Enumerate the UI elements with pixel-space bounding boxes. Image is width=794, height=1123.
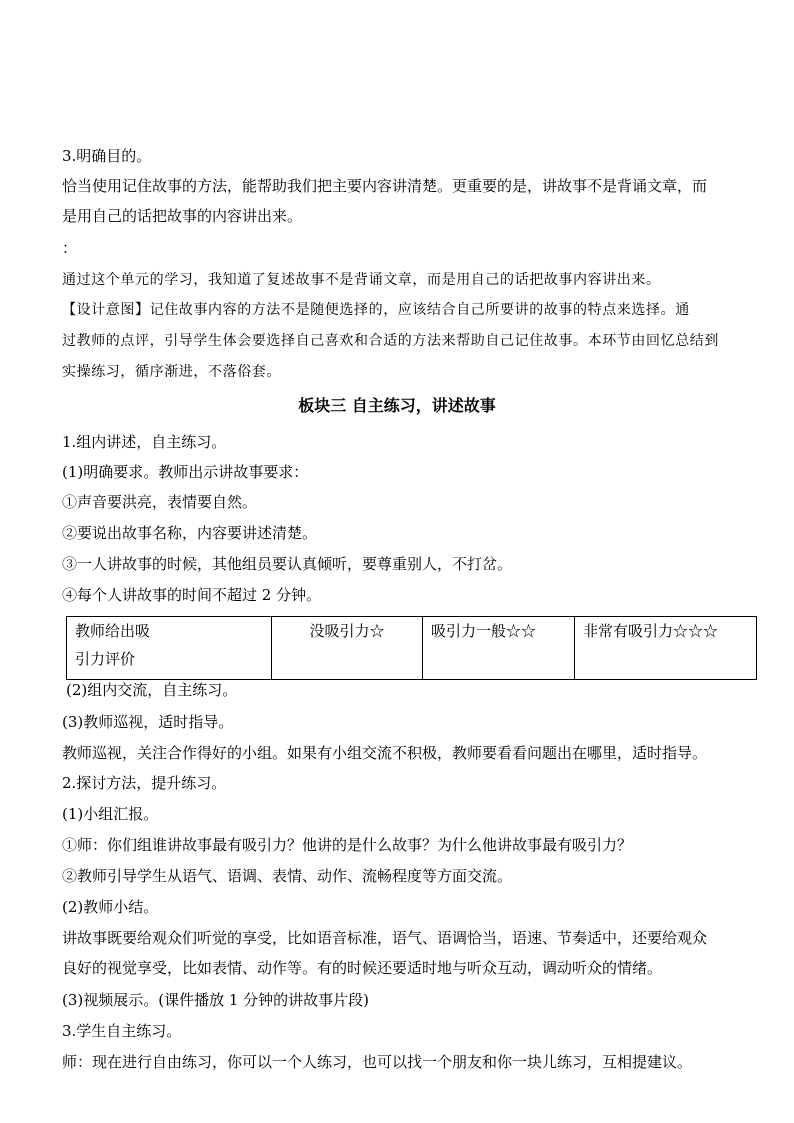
step-3-title: 3.明确目的。 [62,147,152,165]
table-cell: 非常有吸引力☆☆☆ [575,617,757,680]
list-item: ②教师引导学生从语气、语调、表情、动作、流畅程度等方面交流。 [62,867,513,885]
list-item: (3)视频展示。(课件播放 1 分钟的讲故事片段) [62,991,370,1009]
table-cell-text: 教师给出吸 [75,622,151,640]
paragraph-line: 恰当使用记住故事的方法，能帮助我们把主要内容讲清楚。更重要的是，讲故事不是背诵文章，而 [62,177,708,195]
list-item: ④每个人讲故事的时间不超过 2 分钟。 [62,586,322,604]
paragraph-line: 良好的视觉享受，比如表情、动作等。有的时候还要适时地与听众互动，调动听众的情绪。 [62,959,663,977]
table-row [67,617,757,680]
list-item: (2)组内交流，自主练习。 [66,681,238,699]
paragraph-line: 师：现在进行自由练习，你可以一个人练习，也可以找一个朋友和你一块儿练习，互相提建议。 [62,1053,693,1071]
paragraph-line: 是用自己的话把故事的内容讲出来。 [62,207,303,225]
table-cell: 没吸引力☆ [272,617,423,680]
step-2-title: 2.探讨方法，提升练习。 [62,774,227,792]
list-item: ①师：你们组谁讲故事最有吸引力？他讲的是什么故事？为什么他讲故事最有吸引力？ [62,836,633,854]
list-item: (1)明确要求。教师出示讲故事要求： [62,463,309,481]
list-item: ①声音要洪亮，表情要自然。 [62,493,258,511]
step-1-title: 1.组内讲述，自主练习。 [62,433,227,451]
table-cell-text: 引力评价 [75,650,136,668]
evaluation-table [66,616,757,680]
paragraph-line: 讲故事既要给观众们听觉的享受，比如语音标准，语气、语调恰当，语速、节奏适中，还要给观众 [62,929,708,947]
design-intent-line: 实操练习，循序渐进，不落俗套。 [62,364,281,380]
list-item: (3)教师巡视，适时指导。 [62,713,234,731]
design-intent-line: 过教师的点评，引导学生体会要选择自己喜欢和合适的方法来帮助自己记住故事。本环节由回忆总结到 [62,333,719,349]
section-heading: 板块三 自主练习，讲述故事 [298,396,496,415]
design-intent-line: 【设计意图】记住故事内容的方法不是随便选择的，应该结合自己所要讲的故事的特点来选择。通 [62,302,690,318]
table-cell: 吸引力一般☆☆ [423,617,575,680]
colon-mark: ： [62,239,78,257]
paragraph-line: 教师巡视，关注合作得好的小组。如果有小组交流不积极，教师要看看问题出在哪里，适时指导。 [62,744,708,762]
list-item: ③一人讲故事的时候，其他组员要认真倾听，要尊重别人，不打岔。 [62,555,513,573]
list-item: (2)教师小结。 [62,898,159,916]
list-item: (1)小组汇报。 [62,805,159,823]
table-cell [67,617,272,680]
list-item: ②要说出故事名称，内容要讲述清楚。 [62,524,318,542]
student-summary: 通过这个单元的学习，我知道了复述故事不是背诵文章，而是用自己的话把故事内容讲出来。 [62,272,661,288]
step-3-practice-title: 3.学生自主练习。 [62,1022,182,1040]
